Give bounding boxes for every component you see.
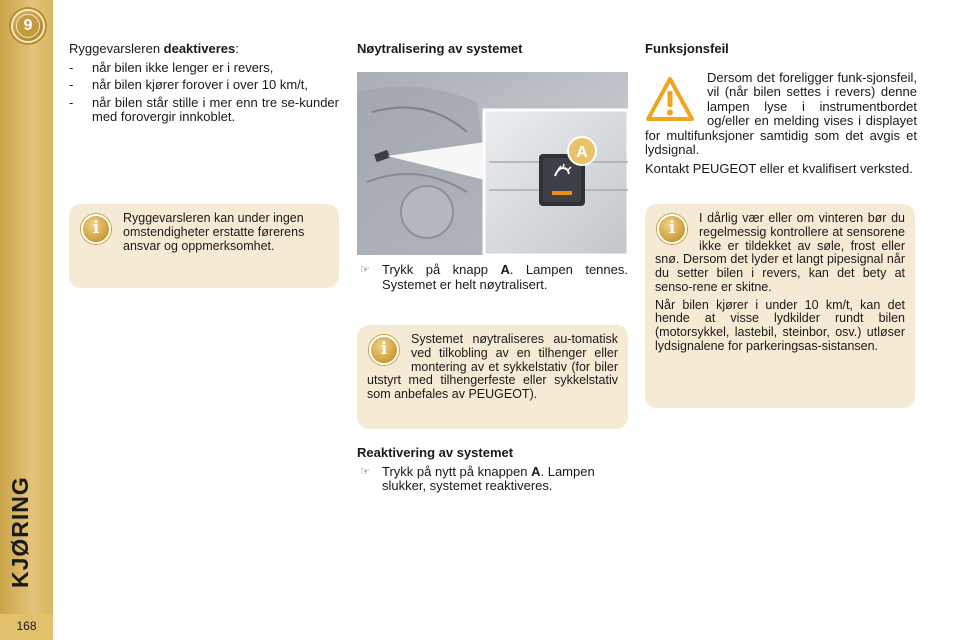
info-text: Ryggevarsleren kan under ingen omstendigheter erstatte førerens ansvar og oppmerksomhet. [123, 211, 305, 253]
chapter-sidebar [0, 0, 53, 640]
info-text: Systemet nøytraliseres au-tomatisk ved tilkobling av en tilhenger eller montering av et sykkelstativ (for biler utstyrt med tilhengerfeste eller sykkelstativ som anbefales av PEUGEOT). [367, 332, 618, 401]
info-icon: i [81, 214, 111, 244]
info-box-sensors [645, 204, 915, 408]
dashboard-button-figure [357, 72, 628, 255]
list-item: - når bilen kjører forover i over 10 km/t, [69, 78, 339, 93]
info-icon: i [369, 335, 399, 365]
info-box-auto-neutralize [357, 325, 628, 429]
deactivation-bold: deaktiveres [163, 41, 236, 56]
info-icon: i [657, 214, 687, 244]
deactivation-intro: Ryggevarsleren deaktiveres: [69, 41, 239, 56]
dashboard-illustration [357, 72, 628, 255]
malfunction-text: Dersom det foreligger funk-sjonsfeil, vil (når bilen settes i revers) denne lampen lyse i instrumentbordet og/eller en melding vises i displayet for multifunksjoner samtidig som det avgis et lydsignal. [645, 69, 917, 158]
pointing-hand-icon: ☞ [360, 465, 370, 478]
section-heading: Nøytralisering av systemet [357, 41, 523, 56]
column-malfunction [645, 42, 917, 180]
warning-triangle-icon [645, 75, 695, 123]
neutralize-step: ☞ Trykk på knapp A. Lampen tennes. Systemet er helt nøytralisert. [360, 262, 628, 292]
section-heading: Reaktivering av systemet [357, 445, 514, 460]
reactivation-section: Reaktivering av systemet ☞ Trykk på nytt på knappen A. Lampen slukker, systemet reaktiveres. [357, 446, 628, 497]
column-neutralization [357, 42, 628, 65]
section-heading: Funksjonsfeil [645, 41, 729, 56]
info-box-responsibility [69, 204, 339, 288]
pointing-hand-icon: ☞ [360, 264, 370, 276]
info-text: Når bilen kjører i under 10 km/t, kan det hende at visse lydkilder rundt bilen (motorsykkel, lastebil, steinbor, osv.) utløser lydsignalene for parkeringsas-sistansen. [655, 297, 905, 353]
info-text: I dårlig vær eller om vinteren bør du regelmessig kontrollere at sensorene ikke er tildekket av søle, frost eller snø. Dersom det lyder et langt pipesignal når du setter bilen i revers, kan det bety at senso-rene er skitne. [655, 211, 905, 294]
page-number: 168 [0, 614, 53, 640]
list-item: - når bilen ikke lenger er i revers, [69, 61, 339, 76]
deactivation-list [69, 61, 339, 125]
chapter-title: KJØRING [7, 476, 33, 588]
chapter-number: 9 [16, 14, 40, 38]
figure-label-a: A [576, 144, 588, 161]
chapter-badge-icon [11, 9, 45, 43]
list-item: - når bilen står stille i mer enn tre se-kunder med forovergir innkoblet. [69, 96, 339, 125]
column-deactivation [69, 42, 339, 128]
contact-text: Kontakt PEUGEOT eller et kvalifisert verksted. [645, 160, 913, 176]
